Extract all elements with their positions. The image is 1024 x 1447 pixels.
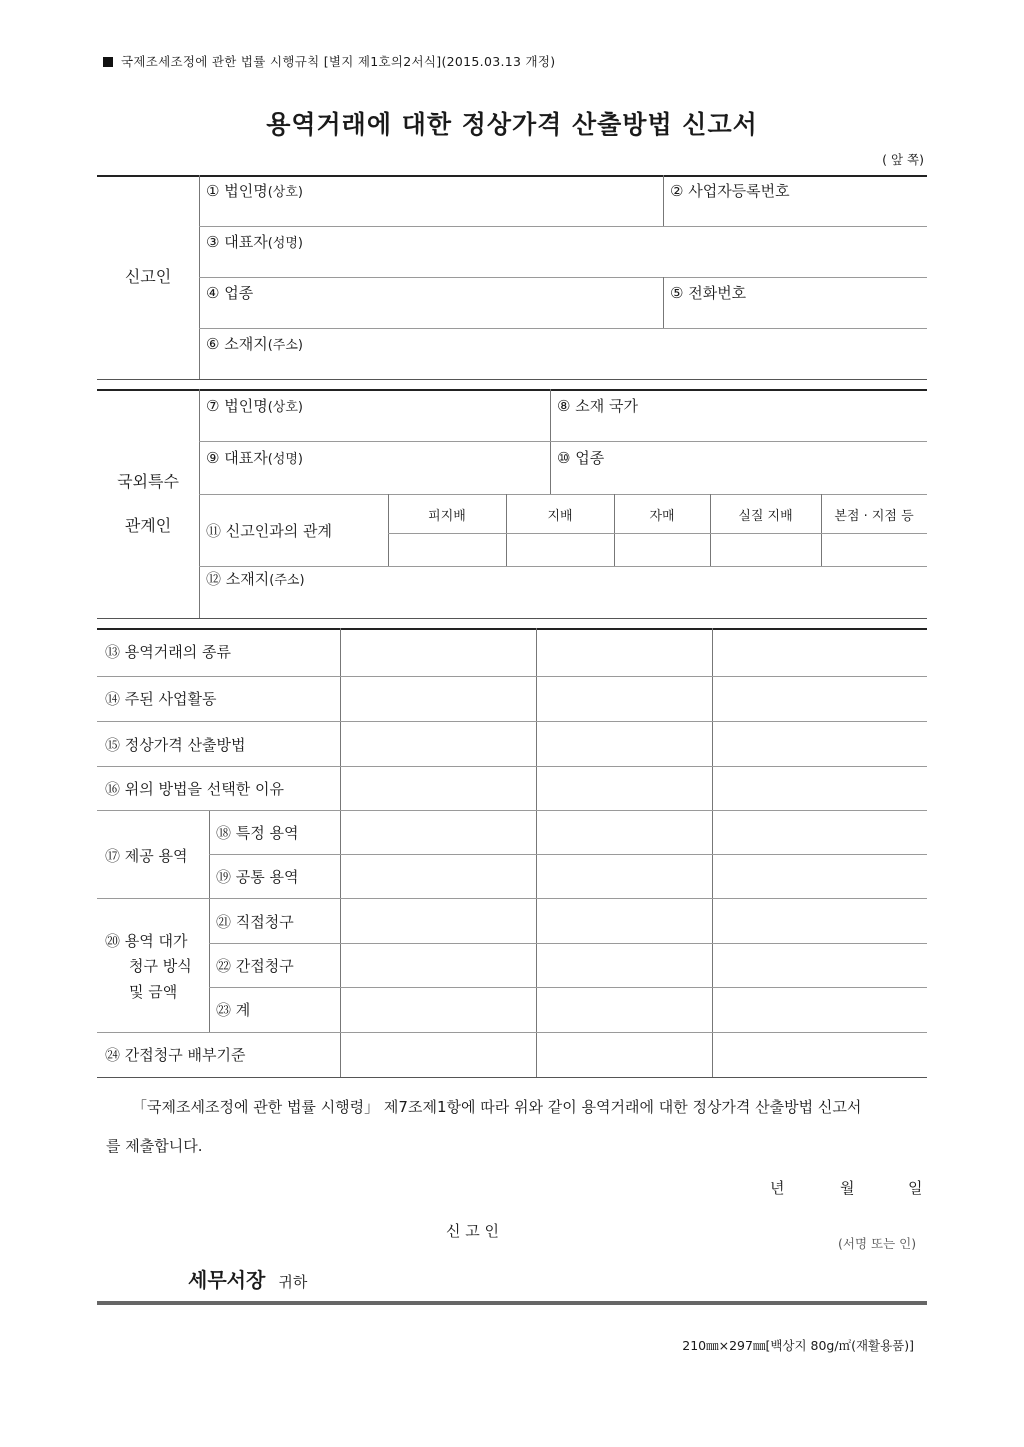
row-line [199,441,927,442]
main-activity-label: ⑭ 주된 사업활동 [105,690,217,708]
phone-field[interactable]: ⑤ 전화번호 [670,284,747,302]
recipient [188,1264,307,1293]
section2-bottom-border [97,618,927,619]
signature-field[interactable]: (서명 또는 인) [838,1236,917,1251]
address-field[interactable] [206,333,303,354]
relation-type-branch: 본점 · 지점 등 [834,509,914,524]
corp-name-label: ① 법인명 [206,182,268,200]
section2-top-border [97,389,927,391]
declaration-line-1: 「국제조세조정에 관한 법률 시행령」 제7조제1항에 따라 위와 같이 용역거래에 대한 정상가격 산출방법 신고서 [132,1098,862,1116]
row-line [199,226,927,227]
related-address-field[interactable] [206,568,305,589]
page-side-label: ( 앞 쪽) [882,152,924,167]
relation-type-controlling: 지배 [547,509,573,524]
address-sub: (주소) [267,338,303,353]
row-line [199,566,927,567]
relation-label: ⑪ 신고인과의 관계 [206,522,332,540]
rep-sub: (성명) [267,236,303,251]
declarant-section-label: 신고인 [124,267,172,286]
section2-divider [199,389,200,618]
declaration-line-2: 를 제출합니다. [106,1137,203,1155]
date-year-label: 년 [770,1179,785,1197]
section1-top-border [97,175,927,177]
related-rep-label: ⑨ 대표자 [206,449,268,467]
row-line [199,328,927,329]
row-line [97,721,927,722]
indirect-billing-label: ㉒ 간접청구 [216,957,294,975]
paper-spec: 210㎜×297㎜[백상지 80g/㎡(재활용품)] [682,1338,914,1353]
signer-label: 신 고 인 [446,1222,500,1240]
related-corp-name-sub: (상호) [267,400,303,415]
regulation-reference [103,52,555,70]
square-bullet-icon [103,57,113,67]
row3-divider [663,277,664,328]
rep-label: ③ 대표자 [206,233,268,251]
related-section-label-2: 관계인 [124,516,172,535]
billing-total-label: ㉓ 계 [216,1001,251,1019]
col-line [340,628,341,1077]
recipient-office: 세무서장 [188,1268,266,1292]
bottom-rule [97,1301,927,1305]
row-line [97,1032,927,1033]
relation-type-de-facto: 실질 지배 [738,509,793,524]
col-line [209,810,210,1032]
related-section-label-1: 국외특수 [117,472,179,491]
relation-type-sister: 자매 [649,509,675,524]
section1-bottom-border [97,379,927,380]
recipient-suffix: 귀하 [278,1273,308,1291]
related-corp-name-label: ⑦ 법인명 [206,397,268,415]
related-rep-sub: (성명) [267,452,303,467]
biz-no-field[interactable]: ② 사업자등록번호 [670,182,790,200]
date-day-label: 일 [908,1179,923,1197]
provided-service-label: ⑰ 제공 용역 [105,847,188,865]
row-line [97,898,927,899]
method-reason-label: ⑯ 위의 방법을 선택한 이유 [105,780,284,798]
row-line [97,676,927,677]
specific-service-label: ⑱ 특정 용역 [216,824,299,842]
related-industry-field[interactable]: ⑩ 업종 [557,449,605,467]
service-type-label: ⑬ 용역거래의 종류 [105,643,231,661]
corp-name-field[interactable] [206,180,303,201]
row1-divider [663,175,664,226]
corp-name-sub: (상호) [267,185,303,200]
col-line [712,628,713,1077]
billing-label-1: ⑳ 용역 대가 [105,932,188,950]
row-line [388,533,927,534]
country-field[interactable]: ⑧ 소재 국가 [557,397,638,415]
address-label: ⑥ 소재지 [206,335,268,353]
industry-field[interactable]: ④ 업종 [206,284,254,302]
allocation-basis-label: ㉔ 간접청구 배부기준 [105,1046,246,1064]
related-rep-field[interactable] [206,447,303,468]
row-line [199,494,927,495]
row-line [97,810,927,811]
form-title: 용역거래에 대한 정상가격 산출방법 신고서 [266,110,758,139]
regulation-text: 국제조세조정에 관한 법률 시행규칙 [별지 제1호의2서식](2015.03.13 개정) [121,54,556,69]
section3-top-border [97,628,927,630]
common-service-label: ⑲ 공통 용역 [216,868,299,886]
billing-label-2: 청구 방식 [129,957,192,975]
date-month-label: 월 [840,1179,855,1197]
rep-field[interactable] [206,231,303,252]
col-line [536,628,537,1077]
billing-label-3: 및 금액 [129,983,178,1001]
relation-type-subordinate: 피지배 [428,509,466,524]
row-line [97,766,927,767]
related-address-sub: (주소) [269,573,305,588]
row-line [209,943,927,944]
related-corp-name-field[interactable] [206,395,303,416]
related-address-label: ⑫ 소재지 [206,570,270,588]
direct-billing-label: ㉑ 직접청구 [216,913,294,931]
row-line [209,854,927,855]
pricing-method-label: ⑮ 정상가격 산출방법 [105,736,246,754]
section3-bottom-border [97,1077,927,1078]
row-line [209,987,927,988]
row-line [199,277,927,278]
